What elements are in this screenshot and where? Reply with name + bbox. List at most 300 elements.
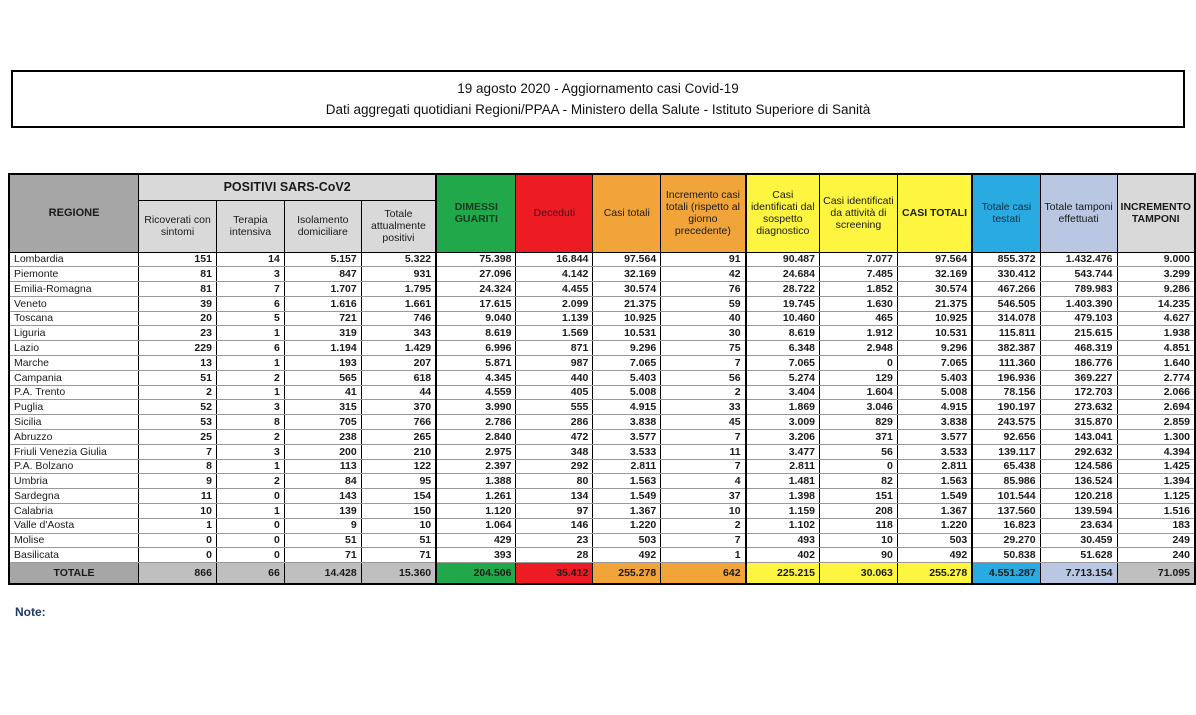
value-cell: 1.569 — [516, 326, 593, 341]
value-cell: 172.703 — [1040, 385, 1117, 400]
value-cell: 186.776 — [1040, 356, 1117, 371]
table-row — [9, 548, 1195, 563]
value-cell: 90 — [820, 548, 898, 563]
value-cell: 92.656 — [972, 430, 1040, 445]
title-box — [11, 70, 1185, 128]
value-cell: 0 — [820, 356, 898, 371]
total-value-cell: 15.360 — [361, 563, 436, 584]
value-cell: 44 — [361, 385, 436, 400]
region-name: Puglia — [9, 400, 139, 415]
region-name: Valle d'Aosta — [9, 518, 139, 533]
value-cell: 371 — [820, 430, 898, 445]
value-cell: 81 — [139, 267, 217, 282]
value-cell: 1 — [216, 504, 284, 519]
value-cell: 25 — [139, 430, 217, 445]
total-row — [9, 563, 1195, 584]
value-cell: 28.722 — [746, 282, 820, 297]
value-cell: 1.398 — [746, 489, 820, 504]
value-cell: 1.300 — [1117, 430, 1195, 445]
region-name: Liguria — [9, 326, 139, 341]
column-header-casi-totali-caps: CASI TOTALI — [897, 174, 972, 252]
value-cell: 4.345 — [436, 370, 516, 385]
value-cell: 136.524 — [1040, 474, 1117, 489]
total-value-cell: 255.278 — [593, 563, 661, 584]
value-cell: 111.360 — [972, 356, 1040, 371]
value-cell: 3 — [216, 400, 284, 415]
value-cell: 91 — [661, 252, 746, 267]
value-cell: 721 — [284, 311, 361, 326]
value-cell: 315 — [284, 400, 361, 415]
value-cell: 32.169 — [593, 267, 661, 282]
value-cell: 0 — [139, 533, 217, 548]
value-cell: 3.009 — [746, 415, 820, 430]
region-name: Sardegna — [9, 489, 139, 504]
value-cell: 16.844 — [516, 252, 593, 267]
value-cell: 1.125 — [1117, 489, 1195, 504]
value-cell: 7 — [661, 356, 746, 371]
value-cell: 5.403 — [897, 370, 972, 385]
value-cell: 766 — [361, 415, 436, 430]
value-cell: 30.574 — [593, 282, 661, 297]
value-cell: 5.403 — [593, 370, 661, 385]
value-cell: 5.871 — [436, 356, 516, 371]
value-cell: 82 — [820, 474, 898, 489]
value-cell: 7.065 — [746, 356, 820, 371]
value-cell: 0 — [216, 533, 284, 548]
value-cell: 1 — [139, 518, 217, 533]
value-cell: 238 — [284, 430, 361, 445]
value-cell: 1.604 — [820, 385, 898, 400]
value-cell: 2.975 — [436, 444, 516, 459]
value-cell: 65.438 — [972, 459, 1040, 474]
value-cell: 5.008 — [897, 385, 972, 400]
value-cell: 120.218 — [1040, 489, 1117, 504]
value-cell: 101.544 — [972, 489, 1040, 504]
value-cell: 20 — [139, 311, 217, 326]
value-cell: 1.852 — [820, 282, 898, 297]
value-cell: 1.516 — [1117, 504, 1195, 519]
value-cell: 11 — [139, 489, 217, 504]
total-label: TOTALE — [9, 563, 139, 584]
value-cell: 382.387 — [972, 341, 1040, 356]
table-body — [9, 252, 1195, 584]
value-cell: 492 — [897, 548, 972, 563]
value-cell: 292 — [516, 459, 593, 474]
value-cell: 10.531 — [897, 326, 972, 341]
value-cell: 565 — [284, 370, 361, 385]
value-cell: 40 — [661, 311, 746, 326]
value-cell: 465 — [820, 311, 898, 326]
value-cell: 3.577 — [897, 430, 972, 445]
table-row — [9, 430, 1195, 445]
region-name: Piemonte — [9, 267, 139, 282]
value-cell: 1.563 — [897, 474, 972, 489]
value-cell: 1.549 — [897, 489, 972, 504]
value-cell: 240 — [1117, 548, 1195, 563]
value-cell: 3.206 — [746, 430, 820, 445]
value-cell: 273.632 — [1040, 400, 1117, 415]
value-cell: 1.938 — [1117, 326, 1195, 341]
table-row — [9, 444, 1195, 459]
value-cell: 1 — [216, 356, 284, 371]
value-cell: 4.455 — [516, 282, 593, 297]
value-cell: 315.870 — [1040, 415, 1117, 430]
value-cell: 13 — [139, 356, 217, 371]
total-value-cell: 204.506 — [436, 563, 516, 584]
region-name: Emilia-Romagna — [9, 282, 139, 297]
column-header-ricoverati: Ricoverati con sintomi — [139, 200, 217, 252]
group-header-positivi: POSITIVI SARS-CoV2 — [139, 174, 437, 200]
title-line-2: Dati aggregati quotidiani Regioni/PPAA - Ministero della Salute - Istituto Superiore di Sanità — [325, 101, 871, 117]
value-cell: 618 — [361, 370, 436, 385]
value-cell: 6 — [216, 341, 284, 356]
value-cell: 2.840 — [436, 430, 516, 445]
value-cell: 24.684 — [746, 267, 820, 282]
value-cell: 150 — [361, 504, 436, 519]
value-cell: 90.487 — [746, 252, 820, 267]
total-value-cell: 255.278 — [897, 563, 972, 584]
value-cell: 11 — [661, 444, 746, 459]
value-cell: 42 — [661, 267, 746, 282]
value-cell: 143.041 — [1040, 430, 1117, 445]
value-cell: 492 — [593, 548, 661, 563]
value-cell: 76 — [661, 282, 746, 297]
value-cell: 56 — [661, 370, 746, 385]
value-cell: 10 — [361, 518, 436, 533]
value-cell: 2.786 — [436, 415, 516, 430]
value-cell: 37 — [661, 489, 746, 504]
value-cell: 429 — [436, 533, 516, 548]
value-cell: 746 — [361, 311, 436, 326]
value-cell: 1.630 — [820, 296, 898, 311]
table-row — [9, 356, 1195, 371]
value-cell: 51 — [139, 370, 217, 385]
column-header-incremento-tamponi: INCREMENTO TAMPONI — [1117, 174, 1195, 252]
value-cell: 85.986 — [972, 474, 1040, 489]
value-cell: 5.157 — [284, 252, 361, 267]
value-cell: 1.403.390 — [1040, 296, 1117, 311]
total-value-cell: 66 — [216, 563, 284, 584]
column-header-regione: REGIONE — [9, 174, 139, 252]
value-cell: 143 — [284, 489, 361, 504]
value-cell: 2.811 — [897, 459, 972, 474]
value-cell: 5.322 — [361, 252, 436, 267]
value-cell: 330.412 — [972, 267, 1040, 282]
value-cell: 29.270 — [972, 533, 1040, 548]
total-value-cell: 866 — [139, 563, 217, 584]
value-cell: 6.996 — [436, 341, 516, 356]
value-cell: 370 — [361, 400, 436, 415]
value-cell: 51 — [361, 533, 436, 548]
value-cell: 0 — [139, 548, 217, 563]
total-value-cell: 14.428 — [284, 563, 361, 584]
table-row — [9, 326, 1195, 341]
region-name: Abruzzo — [9, 430, 139, 445]
value-cell: 440 — [516, 370, 593, 385]
value-cell: 855.372 — [972, 252, 1040, 267]
value-cell: 503 — [897, 533, 972, 548]
value-cell: 847 — [284, 267, 361, 282]
table-row — [9, 400, 1195, 415]
value-cell: 7 — [139, 444, 217, 459]
value-cell: 1.120 — [436, 504, 516, 519]
column-header-screening: Casi identificati da attività di screening — [820, 174, 898, 252]
value-cell: 134 — [516, 489, 593, 504]
value-cell: 7 — [661, 430, 746, 445]
value-cell: 2 — [216, 370, 284, 385]
total-value-cell: 30.063 — [820, 563, 898, 584]
value-cell: 1.220 — [897, 518, 972, 533]
value-cell: 7 — [661, 459, 746, 474]
value-cell: 2 — [661, 385, 746, 400]
value-cell: 16.823 — [972, 518, 1040, 533]
value-cell: 7 — [661, 533, 746, 548]
total-value-cell: 71.095 — [1117, 563, 1195, 584]
value-cell: 1.481 — [746, 474, 820, 489]
value-cell: 53 — [139, 415, 217, 430]
value-cell: 286 — [516, 415, 593, 430]
value-cell: 705 — [284, 415, 361, 430]
value-cell: 75 — [661, 341, 746, 356]
value-cell: 1.661 — [361, 296, 436, 311]
total-value-cell: 7.713.154 — [1040, 563, 1117, 584]
value-cell: 4.559 — [436, 385, 516, 400]
value-cell: 1.869 — [746, 400, 820, 415]
value-cell: 405 — [516, 385, 593, 400]
value-cell: 1.139 — [516, 311, 593, 326]
region-name: Calabria — [9, 504, 139, 519]
value-cell: 1.102 — [746, 518, 820, 533]
region-name: P.A. Trento — [9, 385, 139, 400]
value-cell: 472 — [516, 430, 593, 445]
value-cell: 468.319 — [1040, 341, 1117, 356]
region-name: Umbria — [9, 474, 139, 489]
value-cell: 32.169 — [897, 267, 972, 282]
column-header-deceduti: Deceduti — [516, 174, 593, 252]
value-cell: 39 — [139, 296, 217, 311]
value-cell: 343 — [361, 326, 436, 341]
value-cell: 7.065 — [897, 356, 972, 371]
value-cell: 5 — [216, 311, 284, 326]
table-row — [9, 385, 1195, 400]
value-cell: 2.859 — [1117, 415, 1195, 430]
total-value-cell: 225.215 — [746, 563, 820, 584]
value-cell: 80 — [516, 474, 593, 489]
value-cell: 1.220 — [593, 518, 661, 533]
value-cell: 1.912 — [820, 326, 898, 341]
region-name: Campania — [9, 370, 139, 385]
title-line-1: 19 agosto 2020 - Aggiornamento casi Covid-19 — [457, 81, 739, 97]
value-cell: 1 — [216, 326, 284, 341]
value-cell: 3.577 — [593, 430, 661, 445]
value-cell: 2.397 — [436, 459, 516, 474]
value-cell: 154 — [361, 489, 436, 504]
value-cell: 5.008 — [593, 385, 661, 400]
value-cell: 931 — [361, 267, 436, 282]
value-cell: 479.103 — [1040, 311, 1117, 326]
value-cell: 1.425 — [1117, 459, 1195, 474]
value-cell: 789.983 — [1040, 282, 1117, 297]
value-cell: 8 — [139, 459, 217, 474]
value-cell: 52 — [139, 400, 217, 415]
value-cell: 292.632 — [1040, 444, 1117, 459]
value-cell: 1.616 — [284, 296, 361, 311]
table-row — [9, 370, 1195, 385]
column-header-casi-testati: Totale casi testati — [972, 174, 1040, 252]
value-cell: 2.811 — [746, 459, 820, 474]
value-cell: 17.615 — [436, 296, 516, 311]
value-cell: 1.388 — [436, 474, 516, 489]
value-cell: 9 — [284, 518, 361, 533]
value-cell: 21.375 — [897, 296, 972, 311]
value-cell: 2 — [216, 474, 284, 489]
value-cell: 23.634 — [1040, 518, 1117, 533]
value-cell: 503 — [593, 533, 661, 548]
table-row — [9, 459, 1195, 474]
value-cell: 2 — [139, 385, 217, 400]
value-cell: 196.936 — [972, 370, 1040, 385]
total-value-cell: 642 — [661, 563, 746, 584]
value-cell: 124.586 — [1040, 459, 1117, 474]
value-cell: 27.096 — [436, 267, 516, 282]
value-cell: 190.197 — [972, 400, 1040, 415]
value-cell: 151 — [139, 252, 217, 267]
value-cell: 6.348 — [746, 341, 820, 356]
value-cell: 1.394 — [1117, 474, 1195, 489]
region-name: Friuli Venezia Giulia — [9, 444, 139, 459]
region-name: Basilicata — [9, 548, 139, 563]
value-cell: 1.367 — [897, 504, 972, 519]
value-cell: 555 — [516, 400, 593, 415]
table-row — [9, 341, 1195, 356]
table-row — [9, 533, 1195, 548]
value-cell: 402 — [746, 548, 820, 563]
table-row — [9, 474, 1195, 489]
value-cell: 97.564 — [897, 252, 972, 267]
value-cell: 229 — [139, 341, 217, 356]
value-cell: 10.460 — [746, 311, 820, 326]
table-row — [9, 252, 1195, 267]
value-cell: 4 — [661, 474, 746, 489]
value-cell: 4.627 — [1117, 311, 1195, 326]
value-cell: 115.811 — [972, 326, 1040, 341]
value-cell: 113 — [284, 459, 361, 474]
value-cell: 543.744 — [1040, 267, 1117, 282]
value-cell: 23 — [516, 533, 593, 548]
column-header-dimessi-guariti: DIMESSI GUARITI — [436, 174, 516, 252]
value-cell: 51.628 — [1040, 548, 1117, 563]
value-cell: 493 — [746, 533, 820, 548]
value-cell: 75.398 — [436, 252, 516, 267]
value-cell: 2.099 — [516, 296, 593, 311]
covid-data-table — [8, 173, 1196, 585]
value-cell: 118 — [820, 518, 898, 533]
value-cell: 3 — [216, 267, 284, 282]
value-cell: 1.159 — [746, 504, 820, 519]
value-cell: 3.404 — [746, 385, 820, 400]
value-cell: 122 — [361, 459, 436, 474]
value-cell: 10.531 — [593, 326, 661, 341]
value-cell: 319 — [284, 326, 361, 341]
value-cell: 71 — [361, 548, 436, 563]
region-name: Molise — [9, 533, 139, 548]
value-cell: 0 — [216, 518, 284, 533]
value-cell: 1.549 — [593, 489, 661, 504]
table-row — [9, 489, 1195, 504]
value-cell: 243.575 — [972, 415, 1040, 430]
value-cell: 2.948 — [820, 341, 898, 356]
value-cell: 1 — [216, 459, 284, 474]
value-cell: 3.046 — [820, 400, 898, 415]
value-cell: 51 — [284, 533, 361, 548]
value-cell: 8.619 — [746, 326, 820, 341]
value-cell: 987 — [516, 356, 593, 371]
value-cell: 1.194 — [284, 341, 361, 356]
region-name: Sicilia — [9, 415, 139, 430]
value-cell: 3.533 — [897, 444, 972, 459]
value-cell: 2.066 — [1117, 385, 1195, 400]
value-cell: 393 — [436, 548, 516, 563]
value-cell: 97.564 — [593, 252, 661, 267]
total-value-cell: 4.551.287 — [972, 563, 1040, 584]
value-cell: 10.925 — [897, 311, 972, 326]
value-cell: 1.064 — [436, 518, 516, 533]
value-cell: 139.117 — [972, 444, 1040, 459]
value-cell: 3.990 — [436, 400, 516, 415]
value-cell: 3.477 — [746, 444, 820, 459]
value-cell: 0 — [216, 548, 284, 563]
value-cell: 7.065 — [593, 356, 661, 371]
value-cell: 24.324 — [436, 282, 516, 297]
value-cell: 21.375 — [593, 296, 661, 311]
value-cell: 146 — [516, 518, 593, 533]
table-row — [9, 282, 1195, 297]
value-cell: 200 — [284, 444, 361, 459]
value-cell: 9.000 — [1117, 252, 1195, 267]
value-cell: 348 — [516, 444, 593, 459]
value-cell: 7.077 — [820, 252, 898, 267]
value-cell: 1.640 — [1117, 356, 1195, 371]
value-cell: 9.296 — [593, 341, 661, 356]
column-header-tamponi-effettuati: Totale tamponi effettuati — [1040, 174, 1117, 252]
value-cell: 50.838 — [972, 548, 1040, 563]
region-name: P.A. Bolzano — [9, 459, 139, 474]
table-row — [9, 504, 1195, 519]
value-cell: 5.274 — [746, 370, 820, 385]
value-cell: 30.574 — [897, 282, 972, 297]
column-header-isolamento: Isolamento domiciliare — [284, 200, 361, 252]
region-name: Lombardia — [9, 252, 139, 267]
region-name: Veneto — [9, 296, 139, 311]
table-row — [9, 296, 1195, 311]
value-cell: 95 — [361, 474, 436, 489]
value-cell: 871 — [516, 341, 593, 356]
value-cell: 23 — [139, 326, 217, 341]
value-cell: 151 — [820, 489, 898, 504]
value-cell: 3 — [216, 444, 284, 459]
column-header-terapia-intensiva: Terapia intensiva — [216, 200, 284, 252]
value-cell: 7 — [216, 282, 284, 297]
value-cell: 1.367 — [593, 504, 661, 519]
value-cell: 33 — [661, 400, 746, 415]
value-cell: 139.594 — [1040, 504, 1117, 519]
value-cell: 97 — [516, 504, 593, 519]
value-cell: 45 — [661, 415, 746, 430]
value-cell: 3.838 — [593, 415, 661, 430]
value-cell: 2.694 — [1117, 400, 1195, 415]
value-cell: 4.915 — [897, 400, 972, 415]
value-cell: 8.619 — [436, 326, 516, 341]
